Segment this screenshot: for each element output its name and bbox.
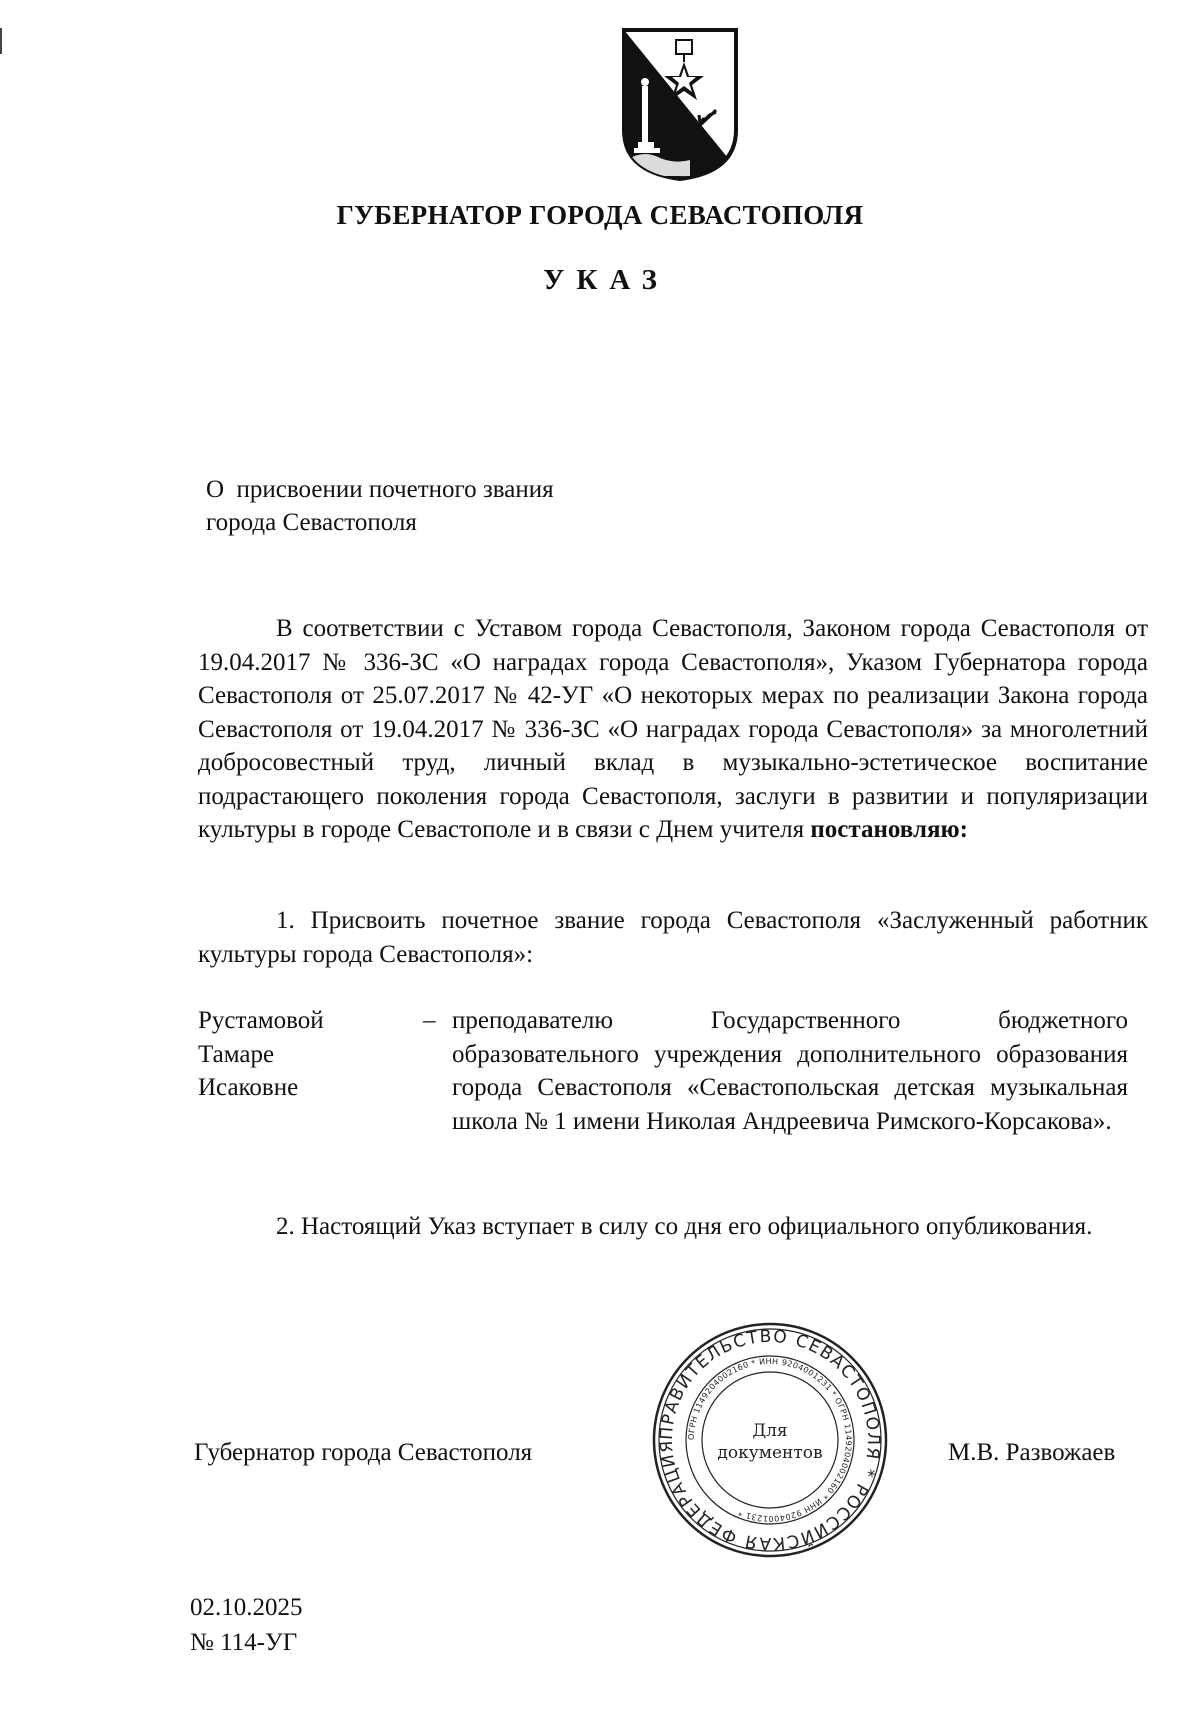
seal-center-line-2: документов (717, 1443, 823, 1463)
document-type-title: УКАЗ (543, 264, 669, 296)
document-number: № 114-УГ (190, 1629, 298, 1656)
awardee-surname: Рустамовой (198, 1007, 324, 1034)
awardee-patronymic: Исаковне (198, 1074, 299, 1101)
decree-word: постановляю (810, 816, 960, 843)
subject-line-2: города Севастополя (206, 509, 417, 536)
seal-inner-text: ОГРН 1149204002160 * ИНН 9204001231 * ОГРН 1149204002160 * ИНН 9204001231 * (686, 1356, 854, 1524)
signatory-name: М.В. Развожаев (948, 1439, 1116, 1466)
awardee-first-name: Тамаре (198, 1040, 275, 1068)
authority-heading: ГУБЕРНАТОР ГОРОДА СЕВАСТОПОЛЯ (336, 200, 864, 230)
sevastopol-coat-of-arms-icon (620, 26, 740, 182)
awardee-position: преподавателю Государственного бюджетного образовательного учреждения дополнительного образования города Севастополя «Севастопольская детская музыкальная школа № 1 имени Николая Андреевича Римского-Корсакова». (452, 1007, 1128, 1135)
item-2-paragraph (198, 1210, 1148, 1244)
item-1-text: 1. Присвоить почетное звание города Севастополя «Заслуженный работник культуры города Севастополя»: (198, 907, 1148, 968)
preamble-paragraph (198, 612, 1148, 847)
scan-edge-mark (0, 28, 2, 54)
document-date: 02.10.2025 (190, 1594, 303, 1621)
decree-colon: : (959, 816, 968, 843)
decree-subject (206, 473, 554, 539)
preamble-text: В соответствии с Уставом города Севастополя, Законом города Севастополя от 19.04.2017 № 336-ЗС «О наградах города Севастополя», Указом Губернатора города Севастополя от 25.07.2017 № 42-УГ «О некоторых мерах по реализации Закона города Севастополя от 19.04.2017 № 336-ЗС «О наградах города Севастополя» за многолетний добросовестный труд, личный вклад в музыкально-эстетическое воспитание подрастающего поколения города Севастополя, заслуги в развитии и популяризации культуры в городе Севастополе и в связи с Днем учителя (198, 615, 1148, 843)
seal-outer-text: ПРАВИТЕЛЬСТВО СЕВАСТОПОЛЯ * РОССИЙСКАЯ ФЕДЕРАЦИЯ (656, 1326, 884, 1554)
official-round-seal-icon (650, 1320, 890, 1560)
awardee-name (198, 1004, 398, 1105)
item-2-text: 2. Настоящий Указ вступает в силу со дня его официального опубликования. (276, 1213, 1093, 1240)
seal-center-line-1: Для (752, 1421, 788, 1441)
awardee-dash: – (423, 1007, 436, 1034)
subject-line-1: О присвоении почетного звания (206, 476, 554, 503)
signatory-title: Губернатор города Севастополя (194, 1439, 533, 1466)
item-1-paragraph (198, 904, 1148, 971)
